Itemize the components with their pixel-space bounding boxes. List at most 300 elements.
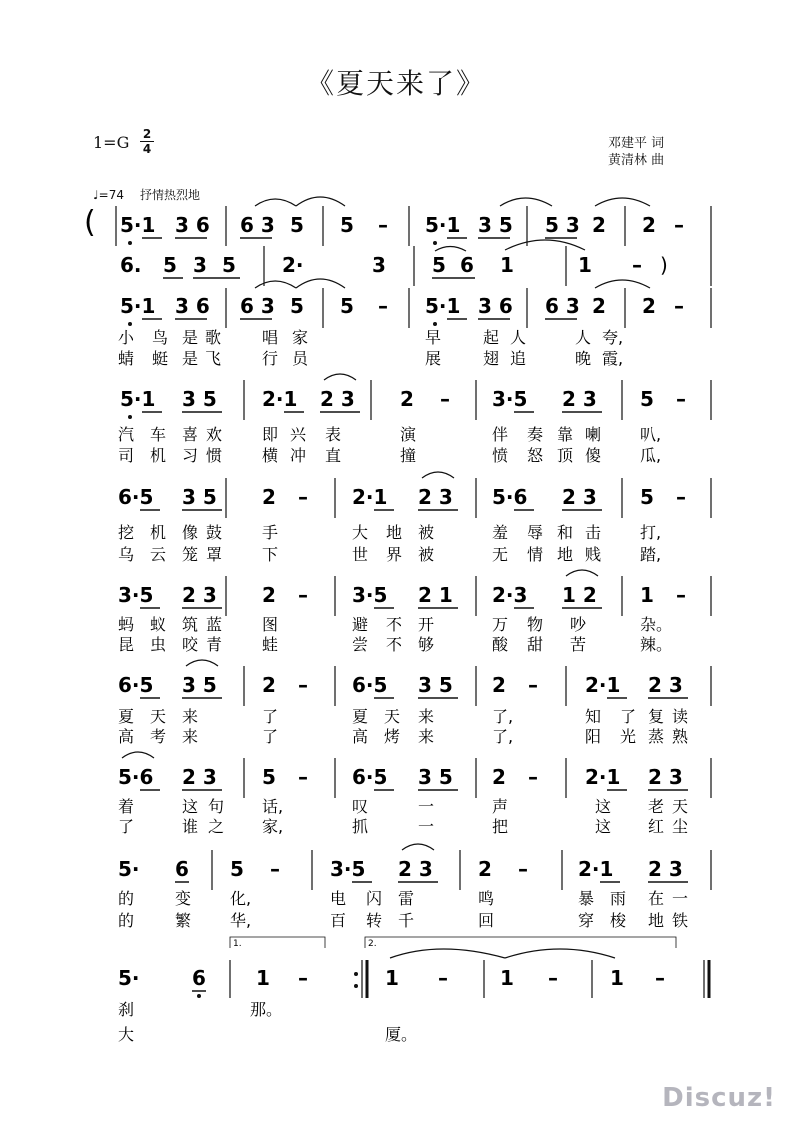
note: 5 (340, 213, 354, 237)
lyric: 表 (325, 425, 342, 444)
lyric: 家, (262, 817, 284, 836)
lyric: 高 (118, 727, 135, 746)
lyric: 击 (585, 523, 602, 542)
lyric: 翅 (483, 349, 500, 368)
note: 2 (592, 294, 606, 318)
lyric: 了 (620, 707, 637, 726)
note: 3 6 (175, 294, 210, 318)
lyric: 一 (418, 817, 435, 836)
lyric: 喜 (182, 425, 199, 444)
note: 1 2 (562, 583, 597, 607)
note: 5·1 (120, 387, 156, 411)
opening-bracket: ( (84, 205, 96, 240)
lyric: 化, (230, 889, 252, 908)
lyric: 青 (206, 635, 223, 654)
note: 2 3 (418, 485, 453, 509)
lyric: 变 (175, 889, 192, 908)
lyric: 被 (418, 545, 435, 564)
lyric: 雷 (398, 889, 415, 908)
note: – (298, 485, 308, 509)
lyric: 演 (400, 425, 417, 444)
note: 6 3 (240, 213, 275, 237)
lyric: 不 (386, 635, 403, 654)
lyric: 了 (118, 817, 135, 836)
lyric: 怒 (527, 446, 544, 465)
lyric: 电 (330, 889, 347, 908)
note: 2·1 (262, 387, 298, 411)
note: 2 3 (648, 765, 683, 789)
lyric: 华, (230, 911, 252, 930)
lyric: 万 (492, 615, 509, 634)
lyric: 追 (510, 349, 527, 368)
note: 2·1 (585, 765, 621, 789)
time-signature-bottom: 4 (142, 142, 152, 156)
lyric: 铁 (672, 911, 689, 930)
note: – (528, 673, 538, 697)
note: – (632, 253, 642, 277)
lyric: 吵 (570, 615, 587, 634)
lyric: 一 (418, 797, 435, 816)
lyric: 员 (292, 349, 309, 368)
note: 3·5 (330, 857, 366, 881)
note: 5· (118, 966, 140, 990)
note: 2 3 (648, 673, 683, 697)
lyric: 句 (208, 797, 225, 816)
lyric: 杂。 (640, 615, 673, 634)
note: 2 (642, 294, 656, 318)
note: 1 (578, 253, 592, 277)
note: 3 5 (418, 673, 453, 697)
note: 2 3 (562, 387, 597, 411)
note: – (655, 966, 665, 990)
note: – (674, 294, 684, 318)
lyric: 虫 (150, 635, 167, 654)
lyric: 飞 (205, 349, 222, 368)
lyric: 瓜, (640, 446, 662, 465)
lyric: 被 (418, 523, 435, 542)
note: 3 6 (175, 213, 210, 237)
note: 6 (192, 966, 206, 990)
lyric: 大 (352, 523, 369, 542)
lyric: 罩 (206, 545, 223, 564)
note: 3·5 (492, 387, 528, 411)
note: – (298, 673, 308, 697)
lyric: 早 (425, 328, 442, 347)
lyrics-6 (118, 615, 672, 654)
lyric: 复 (648, 707, 665, 726)
lyric: 靠 (557, 425, 574, 444)
note: 3·5 (352, 583, 388, 607)
lyric: 转 (366, 911, 383, 930)
lyric: 谁 (182, 817, 199, 836)
lyric: 晚 (575, 349, 592, 368)
lyric: 尘 (672, 817, 689, 836)
lyric: 的 (118, 911, 135, 930)
lyric: 像 (182, 523, 199, 542)
note: – (270, 857, 280, 881)
note: – (378, 213, 388, 237)
lyric: 蚂 (118, 615, 135, 634)
note: 6 3 (240, 294, 275, 318)
lyric: 天 (384, 707, 401, 726)
lyric: 奏 (527, 425, 544, 444)
lyric: 傻 (585, 446, 602, 465)
system-10 (118, 949, 709, 998)
system-9 (118, 844, 711, 890)
note: 1 (500, 253, 514, 277)
lyric: 车 (150, 425, 167, 444)
system-8 (118, 752, 711, 798)
lyric: 欢 (206, 425, 223, 444)
system-6 (118, 570, 711, 616)
note: 5·6 (492, 485, 528, 509)
lyric: 考 (150, 727, 167, 746)
lyric: 回 (478, 911, 495, 930)
lyric: 千 (398, 911, 415, 930)
lyric: 霞, (602, 349, 624, 368)
lyric: 是 (182, 328, 199, 347)
note: – (528, 765, 538, 789)
note: – (518, 857, 528, 881)
note: 5 (230, 857, 244, 881)
lyric: 夏 (352, 707, 369, 726)
lyric: 鸟 (152, 328, 169, 347)
lyric: 习 (182, 446, 199, 465)
lyric: 着 (118, 797, 135, 816)
lyric: 挖 (118, 523, 135, 542)
lyric: 撞 (400, 446, 417, 465)
lyric: 鸣 (478, 889, 495, 908)
lyric: 红 (648, 817, 665, 836)
note: 6 (460, 253, 474, 277)
closing-bracket: ) (660, 253, 668, 277)
note: 6·5 (352, 765, 388, 789)
lyric: 汽 (118, 425, 135, 444)
volta-brackets (230, 937, 676, 949)
lyric: 即 (262, 425, 279, 444)
lyric: 话, (262, 797, 284, 816)
lyric: 无 (492, 545, 509, 564)
note: 1 (256, 966, 270, 990)
expression-mark: 抒情热烈地 (139, 188, 200, 202)
system-1 (116, 197, 711, 246)
lyric: 手 (262, 523, 279, 542)
lyricist-credit: 邓建平 词 (608, 136, 665, 151)
system-3 (120, 279, 711, 328)
lyric: 声 (492, 797, 509, 816)
lyric: 夸, (602, 328, 624, 347)
lyric: 酸 (492, 635, 509, 654)
lyric: 刹 (118, 1000, 135, 1019)
lyric: 昆 (118, 635, 135, 654)
lyric: 了 (262, 727, 279, 746)
note: 2·1 (585, 673, 621, 697)
lyric: 尝 (352, 635, 369, 654)
lyrics-9 (118, 889, 688, 930)
note: 5 (163, 253, 177, 277)
lyric: 蜻 (118, 349, 135, 368)
note: 2· (282, 253, 304, 277)
lyric: 来 (182, 707, 199, 726)
note: 3 (372, 253, 386, 277)
note: 2 3 (182, 583, 217, 607)
lyric: 来 (418, 707, 435, 726)
lyric: 贱 (585, 545, 602, 564)
lyric: 在 (648, 889, 665, 908)
lyric: 穿 (578, 911, 595, 930)
note: 2 (262, 485, 276, 509)
lyric: 蚁 (150, 615, 167, 634)
note: 2 3 (648, 857, 683, 881)
note: – (298, 966, 308, 990)
lyric: 光 (620, 727, 637, 746)
note: 2 (492, 765, 506, 789)
lyric: 情 (527, 545, 544, 564)
time-signature-top: 2 (142, 127, 152, 141)
lyric: 百 (330, 911, 347, 930)
lyric: 歌 (205, 328, 222, 347)
lyric: 地 (557, 545, 574, 564)
note: 3 5 (478, 213, 513, 237)
lyric: 下 (262, 545, 279, 564)
note: 1 (640, 583, 654, 607)
system-7 (118, 660, 711, 706)
lyric: 和 (557, 523, 574, 542)
lyric: 把 (492, 817, 509, 836)
note: 6 (175, 857, 189, 881)
lyric: 云 (150, 545, 167, 564)
note: 2 (262, 673, 276, 697)
note: 2 (592, 213, 606, 237)
lyric: 雨 (610, 889, 627, 908)
lyric: 来 (418, 727, 435, 746)
note: – (676, 387, 686, 411)
lyrics-3 (118, 328, 623, 368)
lyric: 鼓 (206, 523, 223, 542)
lyric: 地 (648, 911, 665, 930)
note: 2 (400, 387, 414, 411)
note: – (548, 966, 558, 990)
note: 2 (262, 583, 276, 607)
lyric: 开 (418, 615, 435, 634)
note: 5 (290, 213, 304, 237)
lyric: 抓 (352, 817, 369, 836)
lyrics-8 (118, 797, 688, 836)
lyric: 厦。 (385, 1025, 418, 1044)
note: 6 3 (545, 294, 580, 318)
song-title: 《夏天来了》 (305, 67, 486, 100)
note: – (676, 485, 686, 509)
lyric: 图 (262, 615, 279, 634)
note: 5·1 (120, 213, 156, 237)
lyric: 叹 (352, 797, 369, 816)
note: – (676, 583, 686, 607)
lyric: 羞 (492, 523, 509, 542)
note: 6·5 (118, 485, 154, 509)
lyric: 踏, (640, 545, 662, 564)
note: 6·5 (118, 673, 154, 697)
lyric: 蓝 (206, 615, 223, 634)
volta-2-label: 2. (368, 939, 377, 949)
lyric: 物 (527, 615, 544, 634)
lyric: 大 (118, 1025, 135, 1044)
system-4 (120, 374, 711, 420)
lyric: 展 (425, 349, 442, 368)
lyric: 梭 (610, 911, 627, 930)
note: 6. (120, 253, 142, 277)
lyric: 家 (292, 328, 309, 347)
lyric: 筑 (182, 615, 199, 634)
key-signature: 1=G (93, 133, 130, 152)
lyric: 了 (262, 707, 279, 726)
note: – (298, 583, 308, 607)
note: 1 (385, 966, 399, 990)
lyric: 笼 (182, 545, 199, 564)
lyric: 蛙 (262, 635, 279, 654)
note: 2·1 (578, 857, 614, 881)
lyric: 叭, (640, 425, 662, 444)
lyric: 唱 (262, 328, 279, 347)
note: 1 (610, 966, 624, 990)
note: 5 (222, 253, 236, 277)
tempo-value: ♩=74 (93, 188, 124, 202)
lyrics-4 (118, 425, 661, 465)
lyric: 打, (640, 523, 662, 542)
lyric: 的 (118, 889, 135, 908)
lyric: 老 (648, 797, 665, 816)
volta-1-label: 1. (233, 939, 242, 949)
lyric: 熟 (672, 727, 689, 746)
lyric: 冲 (290, 446, 307, 465)
lyric: 蒸 (648, 727, 665, 746)
lyric: 机 (150, 523, 167, 542)
lyric: 暴 (578, 889, 595, 908)
lyric: 地 (386, 523, 403, 542)
note: 5 (290, 294, 304, 318)
note: 2·3 (492, 583, 528, 607)
note: 3·5 (118, 583, 154, 607)
lyric: 了, (492, 727, 514, 746)
note: 2 (642, 213, 656, 237)
lyric: 不 (386, 615, 403, 634)
lyric: 蜓 (152, 349, 169, 368)
note: 3 5 (182, 387, 217, 411)
lyric: 之 (208, 817, 225, 836)
lyric: 甜 (527, 635, 544, 654)
lyric: 这 (182, 797, 199, 816)
note: 2 (478, 857, 492, 881)
lyric: 苦 (570, 635, 587, 654)
lyric: 司 (118, 446, 135, 465)
note: – (674, 213, 684, 237)
lyric: 天 (672, 797, 689, 816)
note: 6·5 (352, 673, 388, 697)
note: 5·1 (425, 294, 461, 318)
lyric: 夏 (118, 707, 135, 726)
note: 5 (640, 387, 654, 411)
system-2 (120, 240, 711, 286)
lyric: 阳 (585, 727, 602, 746)
lyric: 喇 (585, 425, 602, 444)
lyrics-10 (118, 1000, 417, 1044)
note: 3 5 (418, 765, 453, 789)
note: 2 3 (562, 485, 597, 509)
lyric: 这 (595, 797, 612, 816)
lyric: 辱 (527, 523, 544, 542)
lyric: 够 (418, 635, 435, 654)
lyric: 烤 (384, 727, 401, 746)
lyric: 直 (325, 446, 342, 465)
note: 5· (118, 857, 140, 881)
lyric: 辣。 (640, 635, 673, 654)
lyric: 咬 (182, 635, 199, 654)
note: 2 (492, 673, 506, 697)
lyric: 人 (575, 328, 592, 347)
lyrics-5 (118, 523, 661, 564)
lyric: 横 (262, 446, 279, 465)
note: 5·1 (120, 294, 156, 318)
note: 5 3 (545, 213, 580, 237)
lyric: 高 (352, 727, 369, 746)
note: 5·6 (118, 765, 154, 789)
lyric: 兴 (290, 425, 307, 444)
lyric: 闪 (366, 889, 383, 908)
note: – (378, 294, 388, 318)
lyric: 惯 (206, 446, 223, 465)
lyric: 愤 (492, 446, 509, 465)
lyric: 乌 (118, 545, 135, 564)
note: 2 3 (182, 765, 217, 789)
note: 3 5 (182, 485, 217, 509)
lyric: 知 (585, 707, 602, 726)
note: 2·1 (352, 485, 388, 509)
lyrics-7 (118, 707, 689, 746)
lyric: 机 (150, 446, 167, 465)
lyric: 了, (492, 707, 514, 726)
note: 1 (500, 966, 514, 990)
lyric: 顶 (557, 446, 574, 465)
lyric: 伴 (492, 425, 509, 444)
lyric: 世 (352, 545, 369, 564)
lyric: 是 (182, 349, 199, 368)
lyric: 小 (118, 328, 135, 347)
note: 5·1 (425, 213, 461, 237)
lyric: 来 (182, 727, 199, 746)
lyric: 一 (672, 889, 689, 908)
note: 5 (262, 765, 276, 789)
lyric: 行 (262, 349, 279, 368)
composer-credit: 黄清林 曲 (608, 153, 665, 168)
note: 5 (432, 253, 446, 277)
note: 2 1 (418, 583, 453, 607)
note: – (438, 966, 448, 990)
note: 3 (193, 253, 207, 277)
system-5 (118, 472, 711, 518)
note: – (298, 765, 308, 789)
lyric: 繁 (175, 911, 192, 930)
lyric: 人 (510, 328, 527, 347)
note: 2 3 (320, 387, 355, 411)
note: 5 (640, 485, 654, 509)
watermark: Discuz! (662, 1083, 776, 1113)
lyric: 读 (672, 707, 689, 726)
note: 5 (340, 294, 354, 318)
lyric: 界 (386, 545, 403, 564)
lyric: 天 (150, 707, 167, 726)
lyric: 避 (352, 615, 369, 634)
note: 2 3 (398, 857, 433, 881)
lyric: 这 (595, 817, 612, 836)
